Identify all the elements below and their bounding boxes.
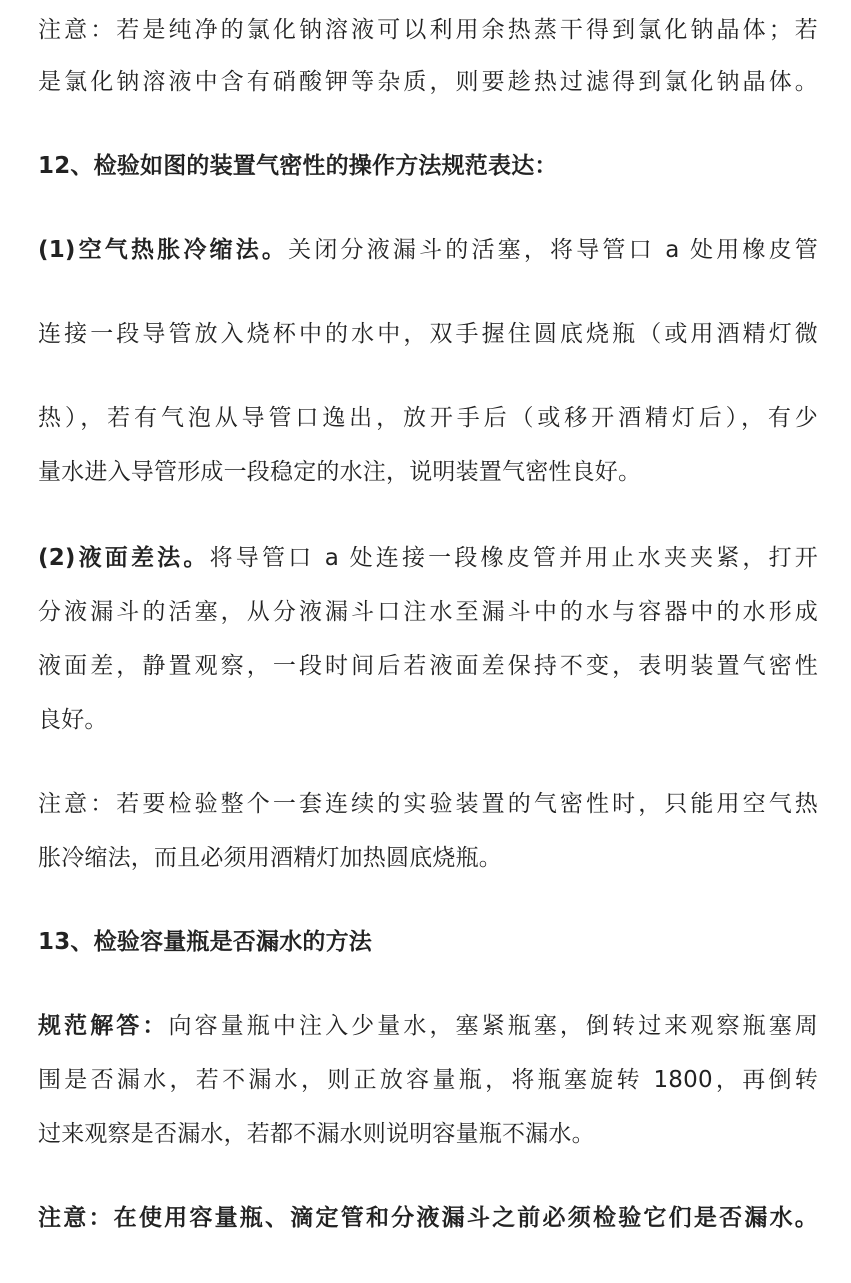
note-3: 注意：在使用容量瓶、滴定管和分液漏斗之前必须检验它们是否漏水。 [38, 1205, 818, 1231]
method-2-label: (2)液面差法。 [38, 545, 210, 571]
answer-line-2: 围是否漏水，若不漏水，则正放容量瓶，将瓶塞旋转 1800，再倒转 [38, 1067, 818, 1093]
method-1-text-1: 关闭分液漏斗的活塞，将导管口 a 处用橡皮管 [288, 237, 818, 263]
answer-text-1: 向容量瓶中注入少量水，塞紧瓶塞，倒转过来观察瓶塞周 [168, 1013, 819, 1039]
method-1-line-4: 量水进入导管形成一段稳定的水注，说明装置气密性良好。 [38, 459, 642, 485]
note-2-line-1: 注意：若要检验整个一套连续的实验装置的气密性时，只能用空气热 [38, 791, 818, 817]
method-2-line-2: 分液漏斗的活塞，从分液漏斗口注水至漏斗中的水与容器中的水形成 [38, 599, 818, 625]
method-2-line-4: 良好。 [38, 707, 108, 733]
section-12-heading: 12、检验如图的装置气密性的操作方法规范表达： [38, 153, 558, 179]
method-2-text-1: 将导管口 a 处连接一段橡皮管并用止水夹夹紧，打开 [209, 545, 818, 571]
answer-line-1 [38, 1006, 818, 1046]
note-line-1: 注意：若是纯净的氯化钠溶液可以利用余热蒸干得到氯化钠晶体；若 [38, 17, 818, 43]
method-2-line-1 [38, 538, 818, 578]
note-line-2: 是氯化钠溶液中含有硝酸钾等杂质，则要趁热过滤得到氯化钠晶体。 [38, 69, 818, 95]
note-2-line-2: 胀冷缩法，而且必须用酒精灯加热圆底烧瓶。 [38, 845, 502, 871]
method-2-line-3: 液面差，静置观察，一段时间后若液面差保持不变，表明装置气密性 [38, 653, 818, 679]
method-1-line-3: 热），若有气泡从导管口逸出，放开手后（或移开酒精灯后），有少 [38, 405, 818, 431]
method-1-line-1 [38, 230, 818, 270]
answer-label: 规范解答： [38, 1013, 169, 1039]
answer-line-3: 过来观察是否漏水，若都不漏水则说明容量瓶不漏水。 [38, 1121, 595, 1147]
method-1-label: (1)空气热胀冷缩法。 [38, 237, 289, 263]
section-13-heading: 13、检验容量瓶是否漏水的方法 [38, 929, 373, 955]
method-1-line-2: 连接一段导管放入烧杯中的水中，双手握住圆底烧瓶（或用酒精灯微 [38, 321, 818, 347]
